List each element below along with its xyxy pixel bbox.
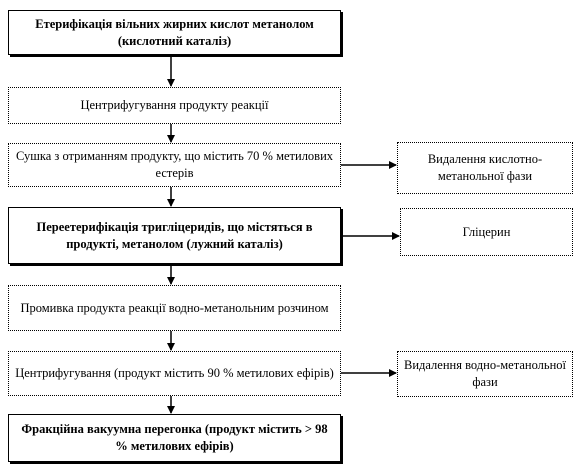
side-water-methanol-phase-label: Видалення водно-метанольної фази (404, 358, 566, 389)
side-glycerin (400, 208, 573, 256)
step-esterification-label: Етерифікація вільних жирних кислот метанолом (кислотний каталіз) (35, 16, 314, 48)
step-centrifugation-1-label: Центрифугування продукту реакції (80, 98, 269, 113)
step-transesterification-label: Переетерифікація тригліцеридів, що містяться в продукті, метанолом (лужний каталіз) (36, 219, 313, 251)
step-vacuum-distillation (8, 414, 341, 462)
step-vacuum-distillation-label: Фракційна вакуумна перегонка (продукт містить > 98 % метилових ефірів) (21, 422, 328, 453)
step-centrifugation-1 (8, 87, 341, 124)
step-transesterification (8, 207, 341, 264)
side-glycerin-label: Гліцерин (462, 224, 511, 239)
step-washing (8, 285, 341, 331)
step-washing-label: Промивка продукта реакції водно-метанольним розчином (20, 300, 329, 315)
side-acid-methanol-phase-label: Видалення кислотно-метанольної фази (427, 152, 543, 183)
step-drying-label: Сушка з отриманням продукту, що містить 70 % метилових естерів (15, 149, 334, 180)
step-esterification (8, 10, 341, 55)
side-acid-methanol-phase (397, 142, 573, 194)
step-centrifugation-2-label: Центрифугування (продукт містить 90 % метилових ефірів) (15, 366, 334, 381)
step-drying (8, 143, 341, 187)
side-water-methanol-phase (397, 351, 573, 397)
step-centrifugation-2 (8, 351, 341, 396)
